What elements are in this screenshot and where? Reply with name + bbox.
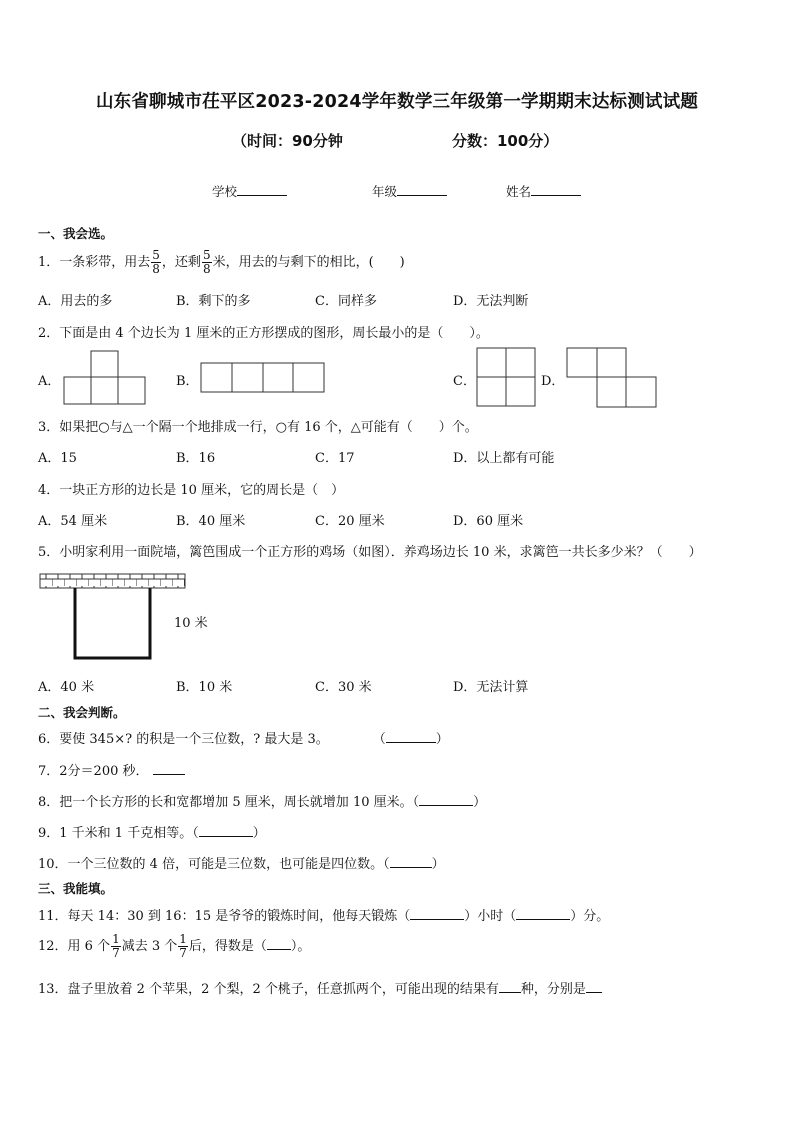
wall-bricks bbox=[40, 574, 185, 588]
question-8: 8．把一个长方形的长和宽都增加 5 厘米，周长就增加 10 厘米。（ ） bbox=[38, 795, 487, 810]
question-10: 10．一个三位数的 4 倍，可能是三位数，也可能是四位数。（ ） bbox=[38, 857, 445, 872]
q1-option-b[interactable]: B．剩下的多 bbox=[176, 294, 251, 309]
q1-option-d[interactable]: D．无法判断 bbox=[453, 294, 529, 309]
q2-option-b-label[interactable]: B． bbox=[176, 374, 199, 389]
q2-option-d-label[interactable]: D． bbox=[541, 374, 565, 389]
q4-option-a[interactable]: A．54 厘米 bbox=[38, 514, 108, 529]
q13-text-pre: 13．盘子里放着 2 个苹果，2 个梨，2 个桃子，任意抓两个，可能出现的结果有 bbox=[38, 982, 499, 997]
fraction-1-7-second: $\frac{1}{7}$ bbox=[179, 932, 187, 960]
question-12: 12．用 6 个 $\frac{1}{7}$ 减去 3 个 $\frac{1}{7}$ 后，得数是（ ）。 bbox=[38, 932, 311, 960]
q8-text: 8．把一个长方形的长和宽都增加 5 厘米，周长就增加 10 厘米。（ bbox=[38, 795, 420, 810]
question-11: 11．每天 14：30 到 16：15 是爷爷的锻炼时间，他每天锻炼（ ）小时（ ）分。 bbox=[38, 909, 610, 924]
q1-text-post: 米，用去的与剩下的相比，( ) bbox=[212, 255, 405, 270]
q2-figure-a bbox=[64, 350, 146, 406]
q7-answer-blank[interactable] bbox=[153, 762, 185, 775]
q1-text-mid: ，还剩 bbox=[161, 255, 201, 270]
section-heading-fill: 三、我能填。 bbox=[38, 881, 114, 896]
q5-option-c[interactable]: C．30 米 bbox=[315, 680, 372, 695]
fence-lines bbox=[75, 588, 150, 658]
q5-option-a[interactable]: A．40 米 bbox=[38, 680, 95, 695]
question-1 bbox=[38, 248, 405, 278]
q9-text: 9．1 千米和 1 千克相等。（ bbox=[38, 826, 199, 841]
fraction-5-8-second: $\frac{5}{8}$ bbox=[202, 248, 211, 276]
q6-text: 6．要使 345×? 的积是一个三位数，? 最大是 3。 bbox=[38, 732, 329, 747]
name-field[interactable] bbox=[506, 182, 581, 200]
q4-option-d[interactable]: D．60 厘米 bbox=[453, 514, 524, 529]
q13-list-blank[interactable] bbox=[586, 980, 602, 993]
q2-figure-d bbox=[566, 347, 658, 409]
name-blank[interactable] bbox=[531, 182, 581, 196]
question-9: 9．1 千米和 1 千克相等。（ ） bbox=[38, 826, 266, 841]
q5-figure-label: 10 米 bbox=[174, 616, 208, 631]
q12-text-pre: 12．用 6 个 bbox=[38, 939, 111, 954]
q4-option-c[interactable]: C．20 厘米 bbox=[315, 514, 385, 529]
section-heading-choose: 一、我会选。 bbox=[38, 226, 114, 241]
q2-option-a-label[interactable]: A． bbox=[38, 374, 61, 389]
q13-count-blank[interactable] bbox=[499, 980, 521, 993]
q5-chicken-yard-figure bbox=[40, 572, 188, 664]
q4-option-b[interactable]: B．40 厘米 bbox=[176, 514, 246, 529]
exam-time: （时间：90分钟 bbox=[232, 132, 343, 150]
q8-answer-blank[interactable] bbox=[419, 793, 473, 806]
q3-option-d[interactable]: D．以上都有可能 bbox=[453, 451, 555, 466]
name-label: 姓名 bbox=[506, 184, 532, 199]
q3-option-c[interactable]: C．17 bbox=[315, 451, 355, 466]
q11-minutes-blank[interactable] bbox=[516, 907, 570, 920]
q11-hours-blank[interactable] bbox=[410, 907, 464, 920]
q10-text: 10．一个三位数的 4 倍，可能是三位数，也可能是四位数。（ bbox=[38, 857, 390, 872]
school-blank[interactable] bbox=[237, 182, 287, 196]
q1-text-pre: 1．一条彩带，用去 bbox=[38, 255, 151, 270]
section-heading-judge: 二、我会判断。 bbox=[38, 705, 126, 720]
q11-text-pre: 11．每天 14：30 到 16：15 是爷爷的锻炼时间，他每天锻炼（ bbox=[38, 909, 411, 924]
grade-blank[interactable] bbox=[397, 182, 447, 196]
q5-option-b[interactable]: B．10 米 bbox=[176, 680, 233, 695]
school-field[interactable] bbox=[212, 182, 287, 200]
q1-option-c[interactable]: C．同样多 bbox=[315, 294, 377, 309]
q1-option-a[interactable]: A．用去的多 bbox=[38, 294, 113, 309]
question-4: 4．一块正方形的边长是 10 厘米，它的周长是（ ） bbox=[38, 483, 345, 498]
q12-answer-blank[interactable] bbox=[267, 937, 291, 950]
q10-answer-blank[interactable] bbox=[390, 855, 432, 868]
grade-label: 年级 bbox=[372, 184, 398, 199]
question-7 bbox=[38, 760, 185, 779]
q6-answer-blank[interactable] bbox=[386, 730, 436, 743]
q2-figure-b bbox=[200, 362, 326, 394]
grade-field[interactable] bbox=[372, 182, 447, 200]
q2-option-c-label[interactable]: C． bbox=[453, 374, 476, 389]
fraction-1-7: $\frac{1}{7}$ bbox=[112, 932, 120, 960]
q9-answer-blank[interactable] bbox=[199, 824, 253, 837]
question-3: 3．如果把○与△一个隔一个地排成一行，○有 16 个，△可能有（ ）个。 bbox=[38, 420, 478, 435]
school-label: 学校 bbox=[212, 184, 238, 199]
q2-figure-c bbox=[476, 347, 536, 407]
page-title: 山东省聊城市茌平区2023-2024学年数学三年级第一学期期末达标测试试题 bbox=[95, 92, 699, 112]
question-6: 6．要使 345×? 的积是一个三位数，? 最大是 3。 （ ） bbox=[38, 732, 449, 747]
question-2: 2．下面是由 4 个边长为 1 厘米的正方形摆成的图形，周长最小的是（ ）。 bbox=[38, 326, 489, 341]
exam-score: 分数：100分） bbox=[452, 132, 559, 150]
question-5: 5．小明家利用一面院墙，篱笆围成一个正方形的鸡场（如图）．养鸡场边长 10 米，求篱笆一共长多少米？（ ） bbox=[38, 545, 702, 560]
q3-option-a[interactable]: A．15 bbox=[38, 451, 77, 466]
fraction-5-8: $\frac{5}{8}$ bbox=[152, 248, 160, 276]
q3-option-b[interactable]: B．16 bbox=[176, 451, 216, 466]
q7-text: 7．2分＝200 秒． bbox=[38, 764, 149, 779]
question-13: 13．盘子里放着 2 个苹果，2 个梨，2 个桃子，任意抓两个，可能出现的结果有 种，分别是 bbox=[38, 978, 602, 997]
q5-option-d[interactable]: D．无法计算 bbox=[453, 680, 529, 695]
